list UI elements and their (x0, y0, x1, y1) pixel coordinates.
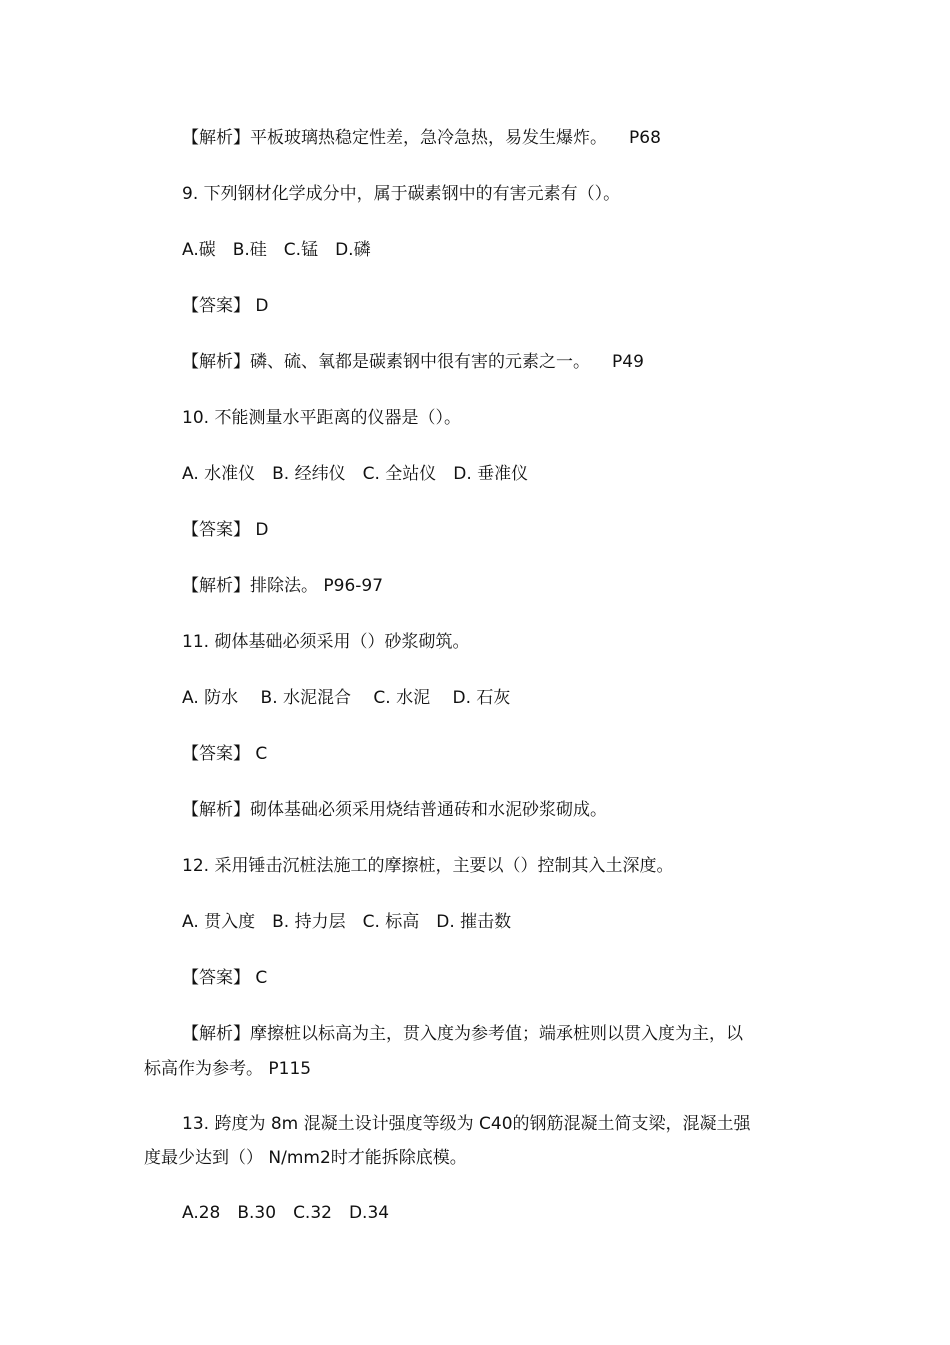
question-11-explanation: 【解析】砌体基础必须采用烧结普通砖和水泥砂浆砌成。 (182, 800, 607, 820)
question-11: 11. 砌体基础必须采用（）砂浆砌筑。 (182, 632, 470, 652)
question-12-answer: 【答案】 C (182, 968, 268, 988)
question-11-answer: 【答案】 C (182, 744, 268, 764)
question-12-explanation-line-1: 【解析】摩擦桩以标高为主，贯入度为参考值；端承桩则以贯入度为主，以 (182, 1024, 743, 1044)
question-12: 12. 采用锤击沉桩法施工的摩擦桩，主要以（）控制其入土深度。 (182, 856, 674, 876)
explanation-text: 【解析】平板玻璃热稳定性差，急冷急热，易发生爆炸。 (182, 128, 607, 148)
question-12-options: A. 贯入度 B. 持力层 C. 标高 D. 摧击数 (182, 912, 512, 932)
question-9-options: A.碳 B.硅 C.锰 D.磷 (182, 240, 371, 260)
question-10-answer: 【答案】 D (182, 520, 269, 540)
page-reference: P68 (629, 128, 661, 148)
question-12-explanation-line-2: 标高作为参考。 P115 (144, 1059, 312, 1079)
page-reference: P49 (612, 352, 644, 372)
question-9: 9. 下列钢材化学成分中，属于碳素钢中的有害元素有（）。 (182, 184, 621, 204)
question-9-answer: 【答案】 D (182, 296, 269, 316)
explanation-line-8 (182, 127, 661, 149)
question-13-line-1: 13. 跨度为 8m 混凝土设计强度等级为 C40的钢筋混凝土简支梁，混凝土强 (182, 1114, 751, 1134)
question-10: 10. 不能测量水平距离的仪器是（）。 (182, 408, 461, 428)
question-13-line-2: 度最少达到（） N/mm2时才能拆除底模。 (144, 1148, 467, 1168)
question-10-options: A. 水准仪 B. 经纬仪 C. 全站仪 D. 垂准仪 (182, 464, 529, 484)
question-9-explanation (182, 351, 644, 373)
question-13-options: A.28 B.30 C.32 D.34 (182, 1203, 390, 1223)
explanation-text: 【解析】磷、硫、氧都是碳素钢中很有害的元素之一。 (182, 352, 590, 372)
question-11-options: A. 防水 B. 水泥混合 C. 水泥 D. 石灰 (182, 688, 511, 708)
question-10-explanation: 【解析】排除法。 P96-97 (182, 576, 384, 596)
